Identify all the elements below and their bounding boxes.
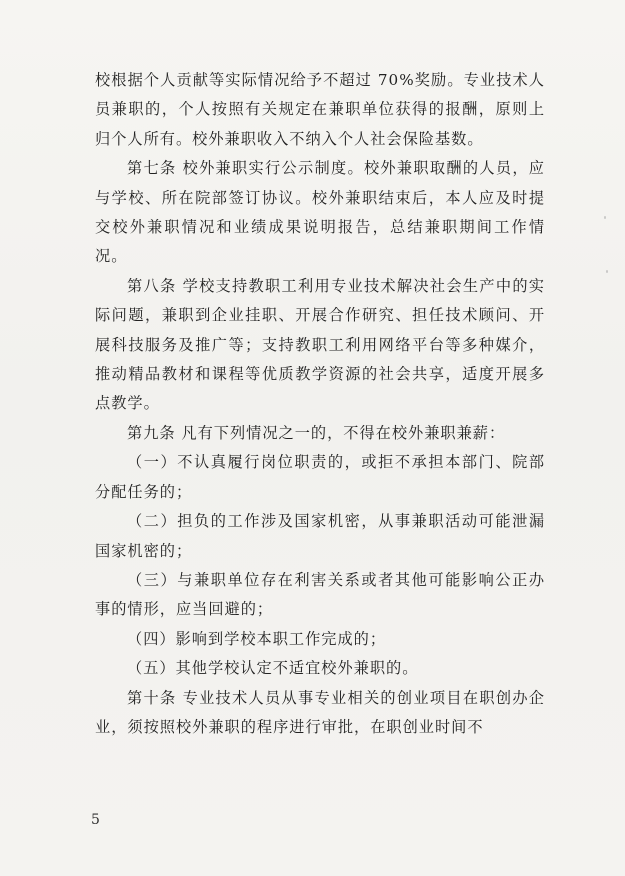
page-number: 5 <box>91 812 100 828</box>
body-text <box>95 66 545 742</box>
list-item-2: （二）担负的工作涉及国家机密，从事兼职活动可能泄漏国家机密的； <box>95 512 545 560</box>
list-item-1: （一）不认真履行岗位职责的，或拒不承担本部门、院部分配任务的； <box>95 453 545 501</box>
paragraph-article-10: 第十条 专业技术人员从事专业相关的创业项目在职创办企业，须按照校外兼职的程序进行审批，在职创业时间不 <box>95 688 545 736</box>
list-item-5: （五）其他学校认定不适宜校外兼职的。 <box>127 659 419 678</box>
paragraph-article-8: 第八条 学校支持教职工利用专业技术解决社会生产中的实际问题，兼职到企业挂职、开展合作研究、担任技术顾问、开展科技服务及推广等；支持教职工利用网络平台等多种媒介，推动精品教材和课程等优质教学资源的社会共享，适度开展多点教学。 <box>95 276 545 413</box>
list-item-4: （四）影响到学校本职工作完成的； <box>127 629 386 648</box>
scan-speck <box>606 270 608 273</box>
list-item-3: （三）与兼职单位存在利害关系或者其他可能影响公正办事的情形，应当回避的； <box>95 570 545 619</box>
paragraph-article-7: 第七条 校外兼职实行公示制度。校外兼职取酬的人员，应与学校、所在院部签订协议。校外兼职结束后，本人应及时提交校外兼职情况和业绩成果说明报告，总结兼职期间工作情况。 <box>95 159 545 266</box>
paragraph-continuation: 校根据个人贡献等实际情况给予不超过 70%奖励。专业技术人员兼职的，个人按照有关规定在兼职单位获得的报酬，原则上归个人所有。校外兼职收入不纳入个人社会保险基数。 <box>95 71 545 148</box>
scan-speck <box>604 216 606 219</box>
paragraph-article-9: 第九条 凡有下列情况之一的，不得在校外兼职兼薪： <box>127 423 506 442</box>
